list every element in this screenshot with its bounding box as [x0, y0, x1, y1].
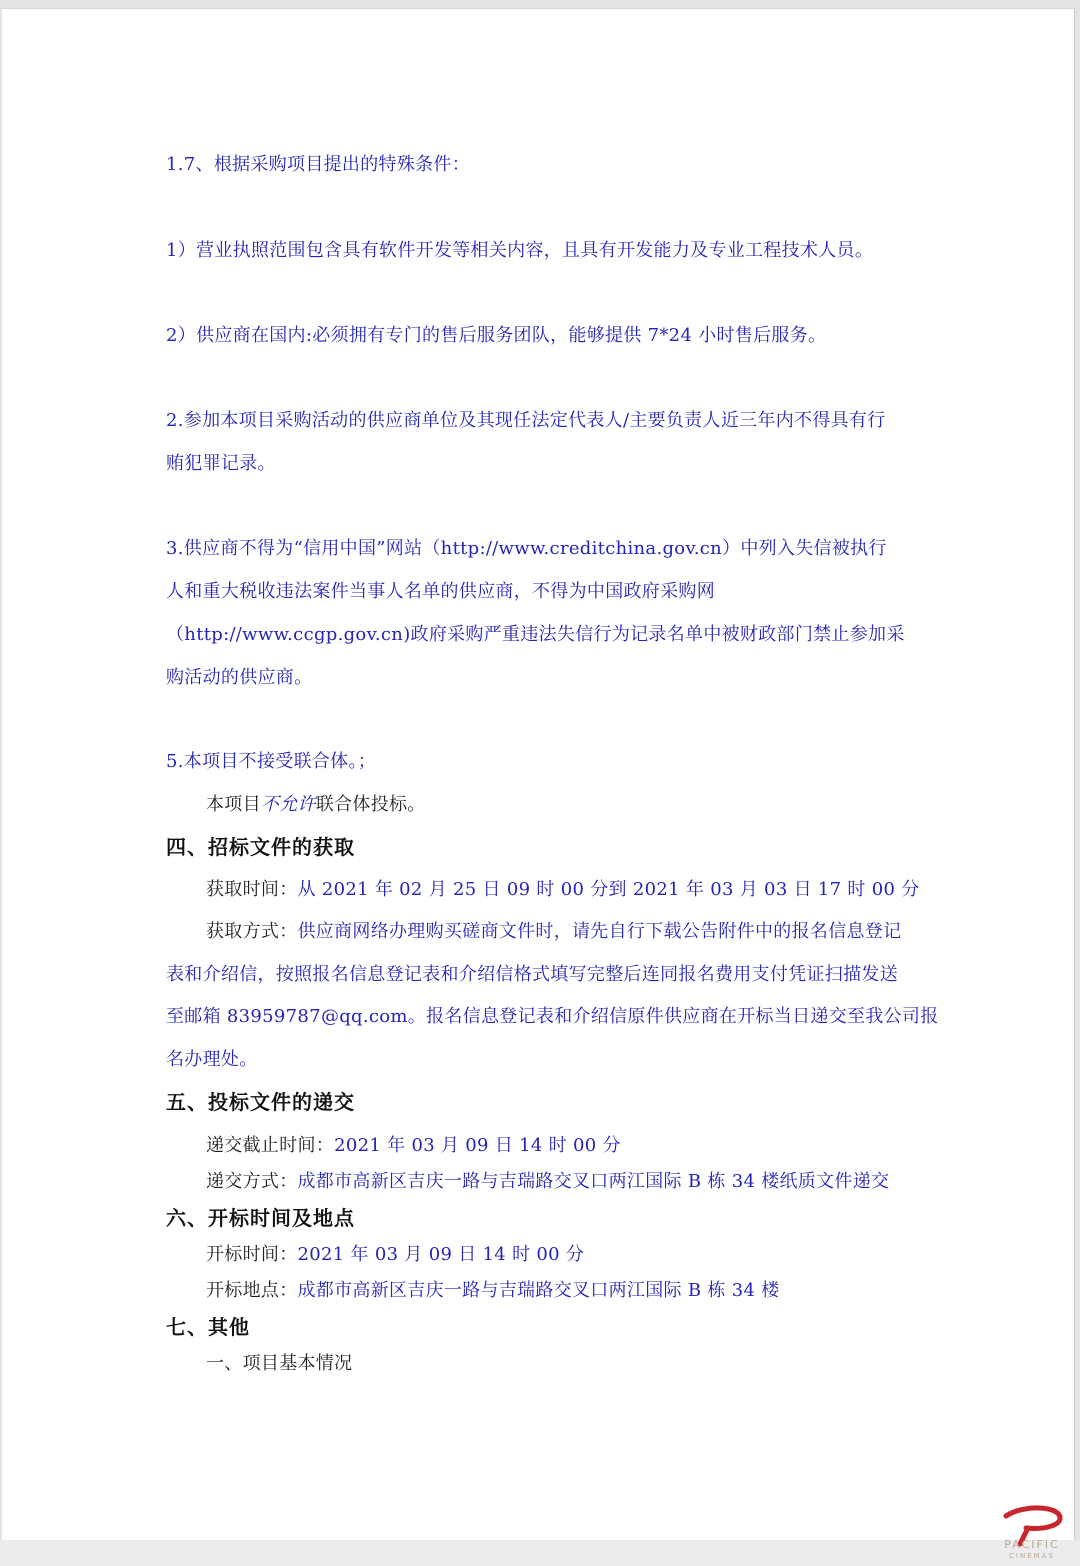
condition-1: 1）营业执照范围包含具有软件开发等相关内容，且具有开发能力及专业工程技术人员。 — [166, 240, 874, 261]
joint-suffix: 联合体投标。 — [315, 794, 426, 815]
joint-bid-note — [206, 790, 426, 816]
obtain-method-line-2: 表和介绍信，按照报名信息登记表和介绍信格式填写完整后连同报名费用支付凭证扫描发送 — [166, 964, 898, 985]
opening-time — [206, 1240, 584, 1266]
clause-3-line-1: 3.供应商不得为“信用中国”网站（http://www.creditchina.gov.cn）中列入失信被执行 — [166, 538, 887, 559]
submit-deadline-value: 2021 年 03 月 09 日 14 时 00 分 — [334, 1135, 621, 1156]
section-7-heading: 七、其他 — [166, 1315, 250, 1339]
obtain-method-line-4: 名办理处。 — [166, 1049, 258, 1070]
submit-method-label: 递交方式： — [206, 1171, 298, 1192]
clause-2-line-1: 2.参加本项目采购活动的供应商单位及其现任法定代表人/主要负责人近三年内不得具有行 — [166, 410, 886, 431]
obtain-time — [206, 875, 920, 901]
clause-1-7: 1.7、根据采购项目提出的特殊条件： — [166, 154, 471, 175]
opening-place-value: 成都市高新区吉庆一路与吉瑞路交叉口两江国际 B 栋 34 楼 — [297, 1280, 780, 1301]
obtain-time-value: 从 2021 年 02 月 25 日 09 时 00 分到 2021 年 03 月 03 日 17 时 00 分 — [297, 879, 920, 900]
logo-tagline: CINEMAS — [1009, 1552, 1055, 1560]
project-basic-info: 一、项目基本情况 — [206, 1353, 353, 1374]
section-6-heading: 六、开标时间及地点 — [166, 1206, 355, 1230]
submit-method — [206, 1167, 889, 1193]
clause-3-line-2: 人和重大税收违法案件当事人名单的供应商，不得为中国政府采购网 — [166, 581, 715, 602]
opening-time-value: 2021 年 03 月 09 日 14 时 00 分 — [297, 1244, 585, 1265]
submit-deadline-label: 递交截止时间： — [206, 1135, 335, 1156]
condition-2: 2）供应商在国内:必须拥有专门的售后服务团队，能够提供 7*24 小时售后服务。 — [166, 325, 827, 346]
obtain-time-label: 获取时间： — [206, 879, 298, 900]
obtain-method — [206, 917, 901, 943]
section-4-heading: 四、招标文件的获取 — [166, 835, 355, 859]
obtain-method-line-3: 至邮箱 83959787@qq.com。报名信息登记表和介绍信原件供应商在开标当日递交至我公司报 — [166, 1006, 939, 1027]
opening-place-label: 开标地点： — [206, 1280, 298, 1301]
obtain-method-line-1: 供应商网络办理购买磋商文件时，请先自行下载公告附件中的报名信息登记 — [297, 921, 902, 942]
clause-3-line-4: 购活动的供应商。 — [166, 667, 313, 688]
joint-prefix: 本项目 — [206, 794, 261, 815]
section-5-heading: 五、投标文件的递交 — [166, 1090, 355, 1114]
submit-method-value: 成都市高新区吉庆一路与吉瑞路交叉口两江国际 B 栋 34 楼纸质文件递交 — [297, 1171, 890, 1192]
bottom-strip — [0, 1540, 1080, 1566]
logo-wordmark: PACIFIC — [1004, 1538, 1060, 1551]
clause-2-line-2: 贿犯罪记录。 — [166, 453, 276, 474]
opening-place — [206, 1276, 780, 1302]
submit-deadline — [206, 1131, 621, 1157]
opening-time-label: 开标时间： — [206, 1244, 298, 1265]
obtain-method-label: 获取方式： — [206, 921, 298, 942]
clause-3-line-3: （http://www.ccgp.gov.cn)政府采购严重违法失信行为记录名单中被财政部门禁止参加采 — [166, 624, 905, 645]
clause-5: 5.本项目不接受联合体。； — [166, 751, 377, 772]
joint-not-allowed: 不允许 — [260, 794, 316, 815]
